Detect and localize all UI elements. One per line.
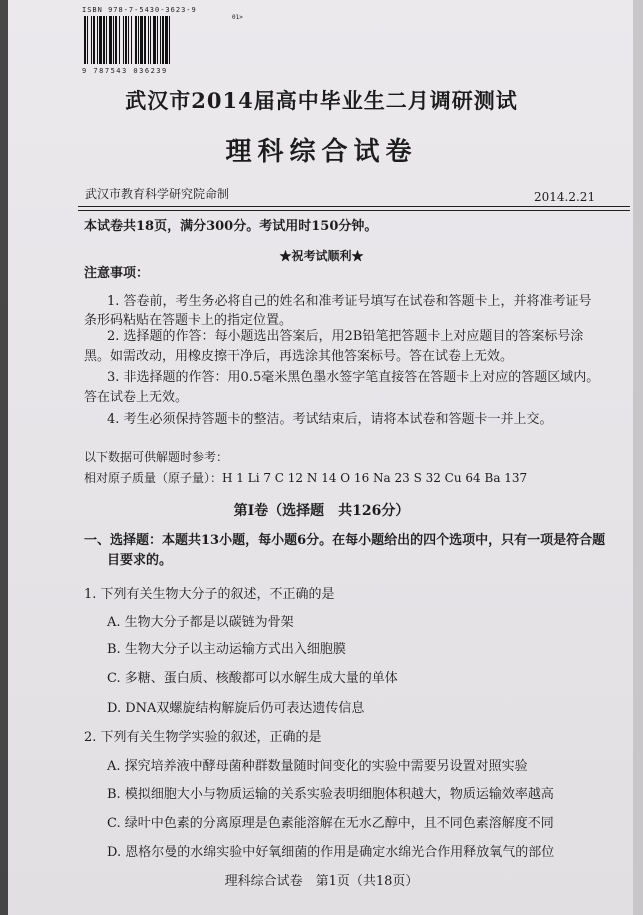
barcode-bars xyxy=(82,16,232,66)
page-footer: 理科综合试卷 第1页（共18页） xyxy=(224,874,419,889)
note-line: 4. 考生必须保持答题卡的整洁。考试结束后，请将本试卷和答题卡一并上交。 xyxy=(107,412,553,427)
barcode-addon: 01> xyxy=(232,14,243,21)
question-option: C. 绿叶中色素的分离原理是色素能溶解在无水乙醇中，且不同色素溶解度不同 xyxy=(107,816,554,831)
question-option: B. 生物大分子以主动运输方式出入细胞膜 xyxy=(107,642,346,657)
header-rule xyxy=(78,206,630,207)
reference-heading: 以下数据可供解题时参考： xyxy=(84,450,229,464)
page-subtitle: 理科综合试卷 xyxy=(225,137,418,167)
question-option: A. 探究培养液中酵母菌种群数量随时间变化的实验中需要另设置对照实验 xyxy=(107,759,528,774)
question-stem: 2. 下列有关生物学实验的叙述，正确的是 xyxy=(84,730,322,745)
isbn-header: ISBN 978-7-5430-3623-9 xyxy=(82,6,197,14)
question-option: D. DNA双螺旋结构解旋后仍可表达遗传信息 xyxy=(107,701,365,716)
question-stem: 1. 下列有关生物大分子的叙述，不正确的是 xyxy=(84,587,335,602)
note-line: 条形码粘贴在答题卡上的指定位置。 xyxy=(84,313,293,328)
page-title: 武汉市2014届高中毕业生二月调研测试 xyxy=(125,88,518,113)
header-rule-thin xyxy=(78,210,630,211)
question-option: C. 多糖、蛋白质、核酸都可以水解生成大量的单体 xyxy=(107,671,398,686)
part-instructions-cont: 目要求的。 xyxy=(107,553,173,568)
section-title: 第Ⅰ卷（选择题 共126分） xyxy=(233,503,410,519)
part-instructions: 一、选择题：本题共13小题，每小题6分。在每小题给出的四个选项中，只有一项是符合题 xyxy=(84,533,606,548)
wish-text: ★祝考试顺利★ xyxy=(279,249,364,263)
issuer-text: 武汉市教育科学研究院命制 xyxy=(85,187,230,201)
question-option: B. 模拟细胞大小与物质运输的关系实验表明细胞体积越大，物质运输效率越高 xyxy=(107,787,554,802)
question-option: A. 生物大分子都是以碳链为骨架 xyxy=(107,615,294,630)
atomic-masses: 相对原子质量（原子量）：H 1 Li 7 C 12 N 14 O 16 Na 23 S 32 Cu 64 Ba 137 xyxy=(84,471,528,485)
exam-date: 2014.2.21 xyxy=(534,190,596,204)
note-line: 3. 非选择题的作答：用0.5毫米黑色墨水签字笔直接答在答题卡上对应的答题区域内。 xyxy=(107,370,600,385)
note-line: 2. 选择题的作答：每小题选出答案后，用2B铅笔把答题卡上对应题目的答案标号涂 xyxy=(107,329,584,344)
note-line: 黑。如需改动，用橡皮擦干净后，再选涂其他答案标号。答在试卷上无效。 xyxy=(84,349,514,364)
barcode-digits: 9 787543 036239 xyxy=(82,67,168,75)
notes-heading: 注意事项： xyxy=(84,266,150,281)
question-option: D. 恩格尔曼的水绵实验中好氧细菌的作用是确定水绵光合作用释放氧气的部位 xyxy=(107,845,555,860)
note-line: 答在试卷上无效。 xyxy=(84,390,189,405)
isbn-barcode xyxy=(82,6,257,84)
intro-text: 本试卷共18页，满分300分。考试用时150分钟。 xyxy=(84,219,378,234)
note-line: 1. 答卷前，考生务必将自己的姓名和准考证号填写在试卷和答题卡上，并将准考证号 xyxy=(107,294,592,309)
